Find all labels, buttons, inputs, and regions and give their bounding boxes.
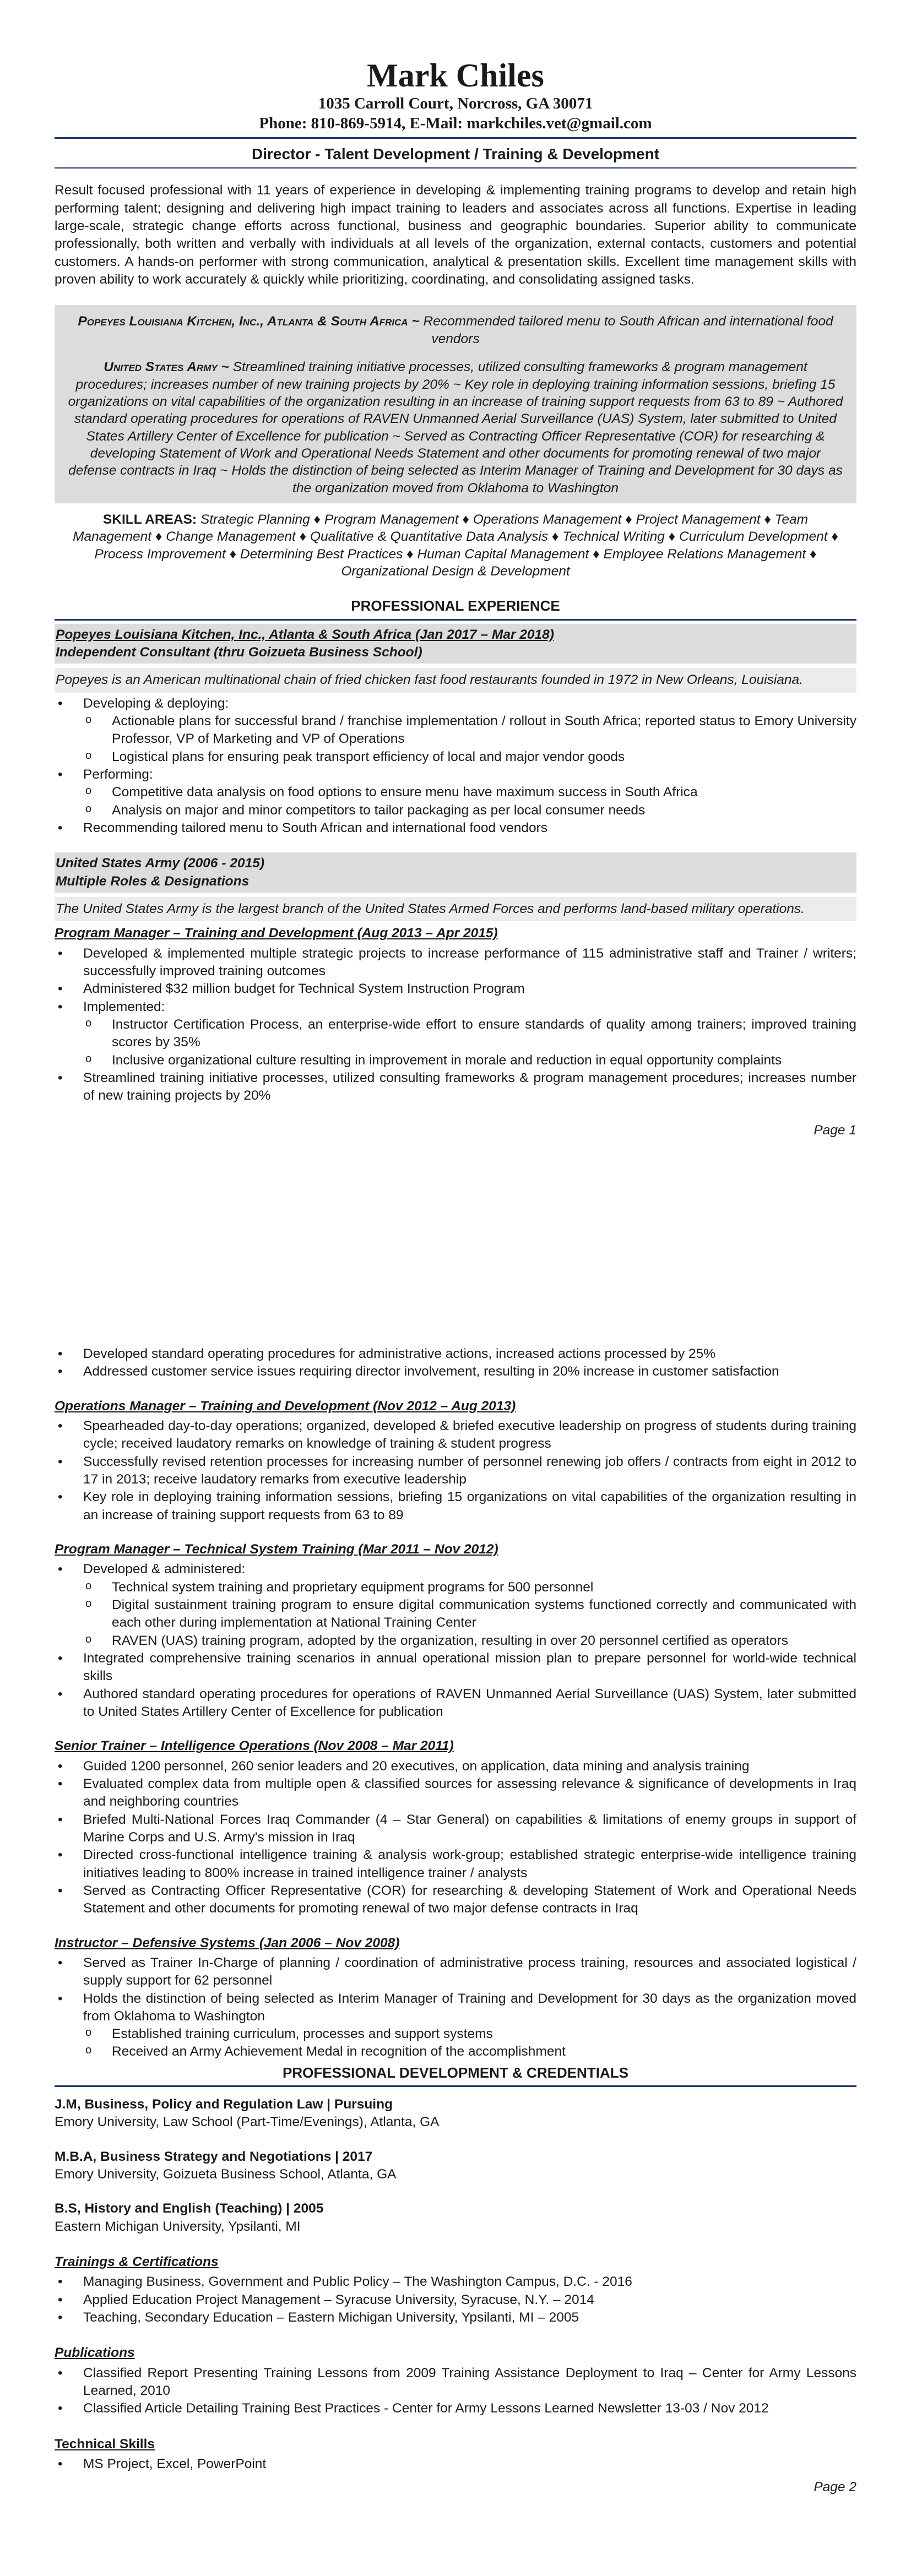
list-item: o Technical system training and proprietary equipment programs for 500 personnel — [83, 1579, 856, 1596]
inst-bullets — [55, 1954, 856, 2061]
highlight-popeyes-company: Popeyes Louisiana Kitchen, Inc., Atlanta & South Africa ~ — [78, 314, 420, 329]
highlight-army — [68, 358, 843, 497]
list-item: • MS Project, Excel, PowerPoint — [55, 2455, 856, 2473]
om-bullets — [55, 1417, 856, 1524]
job-title-operations-manager: Operations Manager – Training and Development (Nov 2012 – Aug 2013) — [55, 1398, 516, 1414]
pm1-bullets-continued — [55, 1345, 856, 1381]
list-item: • Recommending tailored menu to South African and international food vendors — [55, 819, 856, 837]
list-item: • Successfully revised retention processes for increasing number of personnel renewing job offers / contracts from eight in 2012 to 17 in 2013; receive laudatory remarks from executive leadership — [55, 1453, 856, 1489]
army-description: The United States Army is the largest branch of the United States Armed Forces and performs land-based military operations. — [55, 897, 856, 921]
job-title-program-manager-training: Program Manager – Training and Development (Aug 2013 – Apr 2015) — [55, 926, 498, 941]
list-item: • Spearheaded day-to-day operations; organized, developed & briefed executive leadership on progress of students during training cycle; received laudatory remarks on knowledge of training & student progress — [55, 1417, 856, 1453]
list-item: • Developed & administered: o Technical system training and proprietary equipment programs for 500 personnel o Digital sustainment training program to ensure digital communication systems functioned correctly and communicated with each other during implementation at National Training Center o RAVEN (UAS) training program, adopted by the organization, resulting in over 20 personnel certified as operators — [55, 1561, 856, 1650]
list-item: • Briefed Multi-National Forces Iraq Commander (4 – Star General) on capabilities & limitations of enemy groups in support of Marine Corps and U.S. Army's mission in Iraq — [55, 1811, 856, 1847]
list-item: • Addressed customer service issues requiring director involvement, resulting in 20% increase in customer satisfaction — [55, 1363, 856, 1381]
pm2-bullets — [55, 1561, 856, 1721]
list-item: o Analysis on major and minor competitors to tailor packaging as per local consumer needs — [83, 802, 856, 819]
education-school-jm: Emory University, Law School (Part-Time/Evenings), Atlanta, GA — [55, 2115, 440, 2130]
list-item: o Established training curriculum, processes and support systems — [83, 2025, 856, 2043]
publications-heading: Publications — [55, 2345, 135, 2361]
list-item: o Digital sustainment training program to ensure digital communication systems functioned correctly and communicated with each other during implementation at National Training Center — [83, 1596, 856, 1632]
education-school-mba: Emory University, Goizueta Business School, Atlanta, GA — [55, 2167, 397, 2182]
publications-list — [55, 2365, 856, 2418]
skill-areas-label: SKILL AREAS: — [102, 512, 197, 528]
popeyes-role: Independent Consultant (thru Goizueta Business School) — [56, 645, 422, 660]
education-school-bs: Eastern Michigan University, Ypsilanti, MI — [55, 2219, 301, 2234]
candidate-name: Mark Chiles — [367, 57, 544, 94]
highlight-popeyes-text: Recommended tailored menu to South African and international food vendors — [423, 314, 833, 346]
credentials-divider — [55, 2085, 856, 2087]
list-item: o Instructor Certification Process, an enterprise-wide effort to ensure standards of quality among trainers; improved training scores by 35% — [83, 1016, 856, 1052]
credentials-section-title: PROFESSIONAL DEVELOPMENT & CREDENTIALS — [283, 2064, 628, 2081]
list-item: • Managing Business, Government and Public Policy – The Washington Campus, D.C. - 2016 — [55, 2273, 856, 2291]
list-item: • Applied Education Project Management – Syracuse University, Syracuse, N.Y. – 2014 — [55, 2291, 856, 2309]
list-item: • Integrated comprehensive training scenarios in annual operational mission plan to prepare personnel for world-wide technical skills — [55, 1650, 856, 1686]
popeyes-company-line: Popeyes Louisiana Kitchen, Inc., Atlanta & South Africa (Jan 2017 – Mar 2018) — [56, 627, 554, 642]
list-item: o RAVEN (UAS) training program, adopted by the organization, resulting in over 20 personnel certified as operators — [83, 1632, 856, 1650]
skill-areas-list: Strategic Planning ♦ Program Management ♦ Operations Management ♦ Project Management ♦ Team Management ♦ Change Management ♦ Qualitative & Quantitative Data Analysis ♦ Technical Writing ♦ Curriculum Development ♦ Process Improvement ♦ Determining Best Practices ♦ Human Capital Management ♦ Employee Relations Management ♦ Organizational Design & Development — [73, 512, 838, 579]
list-item: o Inclusive organizational culture resulting in improvement in morale and reduction in equal opportunity complaints — [83, 1052, 856, 1069]
page-number-1: Page 1 — [814, 1122, 856, 1138]
list-item: o Logistical plans for ensuring peak transport efficiency of local and major vendor goods — [83, 748, 856, 766]
list-item: • Developed standard operating procedures for administrative actions, increased actions processed by 25% — [55, 1345, 856, 1363]
experience-divider — [55, 619, 856, 621]
job-title-program-manager-technical: Program Manager – Technical System Training (Mar 2011 – Nov 2012) — [55, 1541, 498, 1557]
list-item: o Received an Army Achievement Medal in recognition of the accomplishment — [83, 2043, 856, 2061]
st-bullets — [55, 1758, 856, 1918]
highlight-army-company: United States Army ~ — [104, 360, 229, 375]
page-2-content — [55, 1343, 856, 2497]
role-divider — [55, 167, 856, 169]
list-item: o Competitive data analysis on food options to ensure menu have maximum success in South Africa — [83, 784, 856, 801]
job-title-instructor: Instructor – Defensive Systems (Jan 2006 – Nov 2008) — [55, 1935, 400, 1950]
technical-skills-list — [55, 2455, 856, 2473]
highlights-box — [55, 305, 856, 503]
trainings-heading: Trainings & Certifications — [55, 2254, 219, 2270]
list-item: • Implemented: o Instructor Certification Process, an enterprise-wide effort to ensure standards of quality among trainers; improved training scores by 35% o Inclusive organizational culture resulting in improvement in morale and reduction in equal opportunity complaints — [55, 998, 856, 1069]
experience-section-title: PROFESSIONAL EXPERIENCE — [351, 597, 560, 615]
profile-summary: Result focused professional with 11 years of experience in developing & implementing training programs to develop and retain high performing talent; designing and delivering high impact training to leaders and associates across all functions. Expertise in leading large-scale, strategic change efforts across functional, business and geographic boundaries. Superior ability to communicate professionally, both written and verbally with individuals at all levels of the organization, external contacts, customers and potential customers. A hands-on performer with strong communication, analytical & presentation skills. Excellent time management skills with proven ability to work accurately & quickly while prioritizing, coordinating, and consolidating assigned tasks. — [55, 183, 856, 287]
army-header — [55, 852, 856, 893]
army-company-line: United States Army (2006 - 2015) — [56, 856, 264, 871]
trainings-list — [55, 2273, 856, 2327]
list-item: • Classified Report Presenting Training Lessons from 2009 Training Assistance Deployment to Iraq – Center for Army Lessons Learned, 2010 — [55, 2365, 856, 2400]
target-role-title: Director - Talent Development / Training & Development — [251, 145, 660, 162]
list-item: • Guided 1200 personnel, 260 senior leaders and 20 executives, on application, data mining and analysis training — [55, 1758, 856, 1775]
page-1-content — [55, 57, 856, 1139]
pm1-bullets — [55, 945, 856, 1105]
address-line: 1035 Carroll Court, Norcross, GA 30071 — [318, 95, 593, 112]
list-item: • Served as Trainer In-Charge of planning / coordination of administrative process training, resources and associated logistical / supply support for 62 personnel — [55, 1954, 856, 1990]
list-item: • Key role in deploying training information sessions, briefing 15 organizations on vital capabilities of the organization resulting in an increase of training support requests from 63 to 89 — [55, 1488, 856, 1524]
popeyes-bullets — [55, 695, 856, 838]
resume-page-2 — [0, 1288, 911, 2576]
list-item: • Evaluated complex data from multiple open & classified sources for assessing relevance & significance of developments in Iraq and neighboring countries — [55, 1775, 856, 1811]
contact-line: Phone: 810-869-5914, E-Mail: markchiles.vet@gmail.com — [259, 115, 652, 133]
list-item: • Developing & deploying: o Actionable plans for successful brand / franchise implementation / rollout in South Africa; reported status to Emory University Professor, VP of Marketing and VP of Operations o Logistical plans for ensuring peak transport efficiency of local and major vendor goods — [55, 695, 856, 766]
list-item: • Served as Contracting Officer Representative (COR) for researching & developing Statement of Work and Operational Needs Statement and other documents for promoting renewal of two major defense contracts in Iraq — [55, 1882, 856, 1918]
popeyes-description: Popeyes is an American multinational chain of fried chicken fast food restaurants founded in 1972 in New Orleans, Louisiana. — [55, 668, 856, 692]
education-degree-mba: M.B.A, Business Strategy and Negotiations | 2017 — [55, 2149, 373, 2164]
list-item: • Directed cross-functional intelligence training & analysis work-group; established strategic enterprise-wide intelligence training initiatives leading to 800% increase in trained intelligence trainer / analysts — [55, 1846, 856, 1882]
army-role: Multiple Roles & Designations — [56, 873, 250, 889]
popeyes-header — [55, 624, 856, 664]
list-item: • Authored standard operating procedures for operations of RAVEN Unmanned Aerial Surveillance (UAS) System, later submitted to United States Artillery Center of Excellence for publication — [55, 1686, 856, 1721]
technical-skills-heading: Technical Skills — [55, 2436, 155, 2452]
highlight-popeyes — [68, 313, 843, 347]
page-number-2: Page 2 — [814, 2480, 856, 2495]
list-item: • Streamlined training initiative processes, utilized consulting frameworks & program management procedures; increases number of new training projects by 20% — [55, 1069, 856, 1105]
list-item: • Developed & implemented multiple strategic projects to increase performance of 115 administrative staff and Trainer / writers; successfully improved training outcomes — [55, 945, 856, 981]
job-title-senior-trainer: Senior Trainer – Intelligence Operations (Nov 2008 – Mar 2011) — [55, 1738, 454, 1754]
list-item: • Classified Article Detailing Training Best Practices - Center for Army Lessons Learned Newsletter 13-03 / Nov 2012 — [55, 2400, 856, 2417]
list-item: • Holds the distinction of being selected as Interim Manager of Training and Development for 30 days as the organization moved from Oklahoma to Washington o Established training curriculum, processes and support systems o Received an Army Achievement Medal in recognition of the accomplishment — [55, 1990, 856, 2061]
list-item: • Teaching, Secondary Education – Eastern Michigan University, Ypsilanti, MI – 2005 — [55, 2309, 856, 2327]
list-item: • Performing: o Competitive data analysis on food options to ensure menu have maximum success in South Africa o Analysis on major and minor competitors to tailor packaging as per local consumer needs — [55, 766, 856, 819]
list-item: o Actionable plans for successful brand / franchise implementation / rollout in South Africa; reported status to Emory University Professor, VP of Marketing and VP of Operations — [83, 713, 856, 748]
education-degree-bs: B.S, History and English (Teaching) | 2005 — [55, 2201, 324, 2216]
highlight-army-text: Streamlined training initiative processes, utilized consulting frameworks & program management procedures; increases number of new training projects by 20% ~ Key role in deploying training information sessions, briefing 15 organizations on vital capabilities of the organization resulting in an increase of training support requests from 63 to 89 ~ Authored standard operating procedures for operations of RAVEN Unmanned Aerial Surveillance (UAS) System, later submitted to United States Artillery Center of Excellence for publication ~ Served as Contracting Officer Representative (COR) for researching & developing Statement of Work and Operational Needs Statement and other documents for promoting renewal of two major defense contracts in Iraq ~ Holds the distinction of being selected as Interim Manager of Training and Development for 30 days as the organization moved from Oklahoma to Washington — [68, 360, 843, 496]
header-divider — [55, 137, 856, 139]
list-item: • Administered $32 million budget for Technical System Instruction Program — [55, 980, 856, 998]
education-degree-jm: J.M, Business, Policy and Regulation Law | Pursuing — [55, 2097, 393, 2112]
skill-areas — [71, 511, 840, 580]
